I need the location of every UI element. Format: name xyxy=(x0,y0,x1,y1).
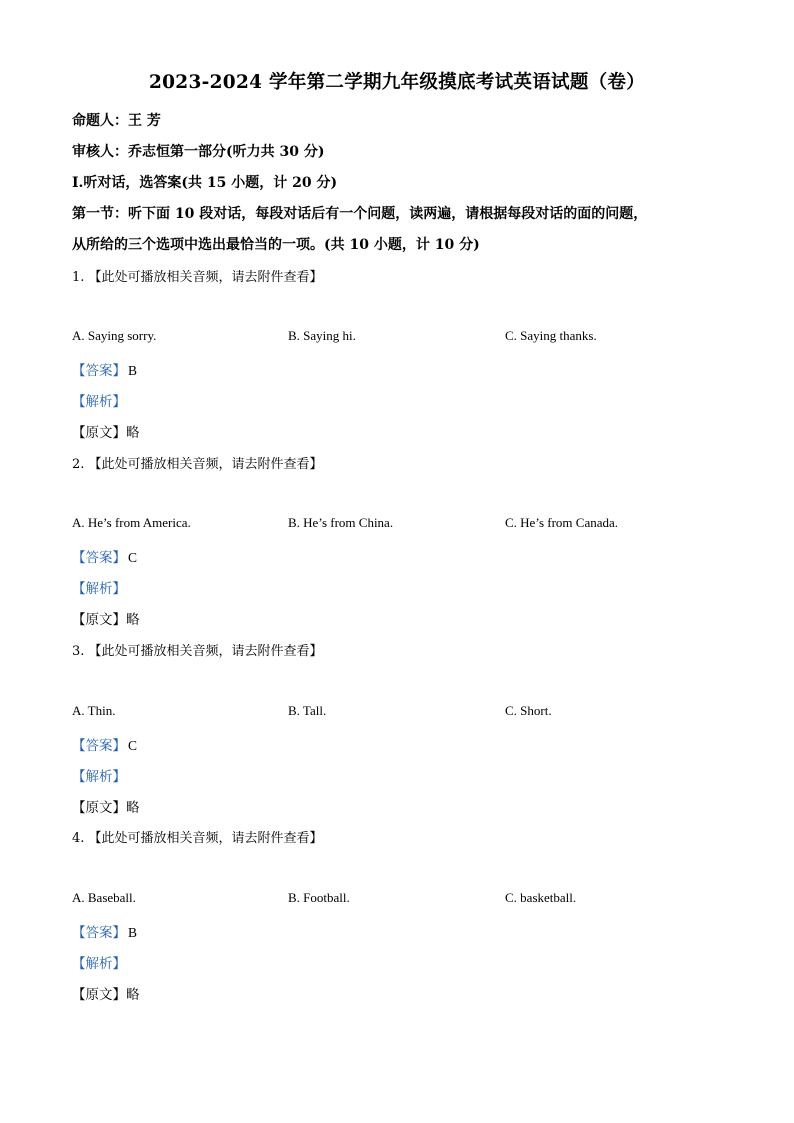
answer-line xyxy=(72,734,137,754)
answer-line xyxy=(72,546,137,566)
analysis-line xyxy=(72,952,126,972)
instruction-line-1: 第一节：听下面 10 段对话，每段对话后有一个问题，读两遍，请根据每段对话的面的问题， xyxy=(72,206,648,222)
option-c: C. Saying thanks. xyxy=(505,328,597,343)
analysis-line xyxy=(72,390,126,410)
answer-value: B xyxy=(128,363,138,378)
source-line xyxy=(72,796,140,816)
author-line: 命题人：王 芳 xyxy=(72,113,161,129)
source-label: 【原文】 xyxy=(72,800,126,816)
question-prompt: 3. 【此处可播放相关音频，请去附件查看】 xyxy=(72,644,323,659)
answer-label: 【答案】 xyxy=(72,550,126,566)
question-prompt: 1. 【此处可播放相关音频，请去附件查看】 xyxy=(72,270,323,285)
option-c: C. Short. xyxy=(505,703,552,718)
source-line xyxy=(72,421,140,441)
page-title: 2023-2024 学年第二学期九年级摸底考试英语试题（卷） xyxy=(148,72,646,93)
section-heading: Ⅰ.听对话，选答案(共 15 小题，计 20 分) xyxy=(72,175,338,191)
answer-label: 【答案】 xyxy=(72,363,126,379)
analysis-label: 【解析】 xyxy=(72,956,126,972)
answer-label: 【答案】 xyxy=(72,925,126,941)
source-value: 略 xyxy=(126,800,140,816)
option-b: B. Tall. xyxy=(288,703,327,718)
question-prompt: 2. 【此处可播放相关音频，请去附件查看】 xyxy=(72,457,323,472)
answer-label: 【答案】 xyxy=(72,738,126,754)
source-value: 略 xyxy=(126,987,140,1003)
answer-value: B xyxy=(128,925,138,940)
option-c: C. He’s from Canada. xyxy=(505,515,619,530)
reviewer-line: 审核人：乔志恒第一部分(听力共 30 分) xyxy=(72,144,325,160)
analysis-line xyxy=(72,577,126,597)
option-c: C. basketball. xyxy=(505,890,577,905)
answer-value: C xyxy=(128,550,138,565)
option-a: A. Baseball. xyxy=(72,890,136,905)
analysis-label: 【解析】 xyxy=(72,769,126,785)
option-b: B. He’s from China. xyxy=(288,515,394,530)
source-line xyxy=(72,983,140,1003)
analysis-label: 【解析】 xyxy=(72,394,126,410)
answer-line xyxy=(72,921,137,941)
answer-value: C xyxy=(128,738,138,753)
instruction-line-2: 从所给的三个选项中选出最恰当的一项。(共 10 小题，计 10 分) xyxy=(72,237,480,253)
source-value: 略 xyxy=(126,425,140,441)
analysis-label: 【解析】 xyxy=(72,581,126,597)
option-a: A. Thin. xyxy=(72,703,116,718)
answer-line xyxy=(72,359,137,379)
source-value: 略 xyxy=(126,612,140,628)
option-b: B. Football. xyxy=(288,890,350,905)
option-b: B. Saying hi. xyxy=(288,328,356,343)
source-label: 【原文】 xyxy=(72,612,126,628)
option-a: A. Saying sorry. xyxy=(72,328,157,343)
source-line xyxy=(72,608,140,628)
source-label: 【原文】 xyxy=(72,425,126,441)
source-label: 【原文】 xyxy=(72,987,126,1003)
option-a: A. He’s from America. xyxy=(72,515,191,530)
question-prompt: 4. 【此处可播放相关音频，请去附件查看】 xyxy=(72,831,323,846)
analysis-line xyxy=(72,765,126,785)
